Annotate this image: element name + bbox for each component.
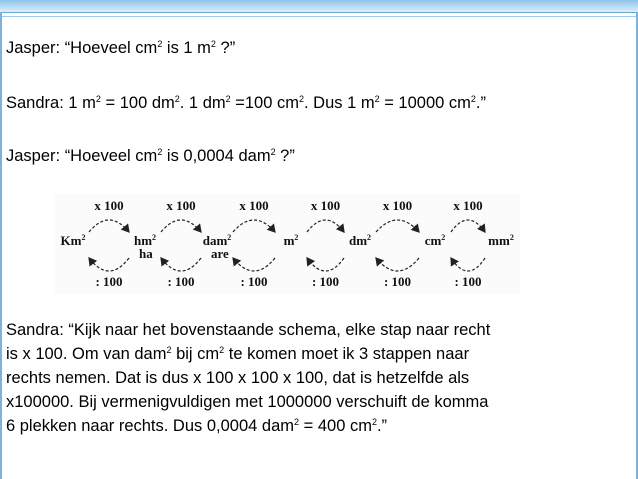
text: is 1 m: [162, 39, 211, 57]
divide-label: : 100: [167, 274, 195, 289]
divide-label: : 100: [95, 274, 123, 289]
divide-arrow: [161, 258, 201, 271]
superscript: 2: [210, 39, 216, 49]
text: te komen moet ik 3 stappen naar: [224, 345, 470, 363]
divide-arrow: [307, 258, 344, 271]
explanation-line-5: [6, 414, 490, 438]
divide-arrow: [376, 258, 419, 271]
divide-arrow: [89, 258, 129, 271]
divide-label: : 100: [240, 274, 268, 289]
explanation-line-3: rechts nemen. Dat is dus x 100 x 100 x 100, dat is hetzelfde als: [6, 369, 470, 387]
superscript: 2: [374, 94, 380, 104]
superscript: 2: [294, 417, 300, 427]
text: ?”: [215, 39, 236, 57]
explanation-line-4: x100000. Bij vermenigvuldigen met 1000000 verschuift de komma: [6, 393, 489, 411]
explanation-line-2: [6, 342, 490, 366]
unit-label: dam$^2$: [202, 233, 232, 248]
superscript: 2: [298, 94, 304, 104]
text: . 1 dm: [179, 94, 226, 112]
unit-label: $m^2$: [283, 233, 299, 248]
header-band: [0, 0, 638, 12]
text: Jasper: “Hoeveel cm: [6, 39, 158, 57]
text: . Dus 1 m: [304, 94, 375, 112]
multiply-arrow: [233, 220, 275, 232]
multiply-label: x 100: [239, 198, 269, 213]
multiply-label: x 100: [310, 198, 341, 213]
multiply-arrow: [307, 220, 344, 232]
superscript: 2: [225, 94, 231, 104]
unit-label: $cm^2$: [424, 233, 446, 248]
superscript: 2: [174, 94, 180, 104]
text: .”: [475, 94, 486, 112]
multiply-arrow: [161, 220, 201, 232]
unit-label: $hm^2$: [133, 233, 157, 248]
text: = 400 cm: [299, 417, 372, 435]
superscript: 2: [270, 147, 276, 157]
divide-label: : 100: [311, 274, 340, 289]
diagram-canvas: [55, 194, 520, 294]
text: .”: [376, 417, 388, 435]
unit-conversion-diagram: [55, 194, 520, 294]
question-jasper-1: [6, 36, 235, 60]
unit-sublabel: ha: [139, 246, 153, 261]
question-jasper-2: [6, 144, 295, 168]
unit-label: Km$^2$: [60, 233, 86, 248]
unit-label: $dm^2$: [348, 233, 372, 248]
multiply-label: x 100: [382, 198, 413, 213]
divide-arrow: [451, 258, 485, 271]
superscript: 2: [470, 94, 476, 104]
unit-label: $mm^2$: [488, 233, 514, 248]
answer-sandra-1: [6, 91, 486, 115]
text: bij cm: [171, 345, 220, 363]
text: 6 plekken naar rechts. Dus 0,0004 dam: [6, 417, 295, 435]
text: = 10000 cm: [379, 94, 471, 112]
multiply-arrow: [376, 220, 419, 232]
divide-label: : 100: [383, 274, 412, 289]
text: is 0,0004 dam: [162, 147, 271, 165]
text: Sandra: 1 m: [6, 94, 96, 112]
multiply-label: x 100: [166, 198, 196, 213]
superscript: 2: [371, 417, 377, 427]
superscript: 2: [157, 147, 163, 157]
superscript: 2: [219, 345, 225, 355]
divide-label: : 100: [454, 274, 482, 289]
multiply-label: x 100: [453, 198, 483, 213]
text: =100 cm: [230, 94, 299, 112]
text: ?”: [275, 147, 295, 165]
text: is x 100. Om van dam: [6, 345, 167, 363]
explanation-sandra: [6, 318, 490, 438]
text: = 100 dm: [100, 94, 175, 112]
unit-sublabel: are: [211, 246, 229, 261]
superscript: 2: [166, 345, 172, 355]
divide-arrow: [233, 258, 275, 271]
multiply-arrow: [89, 220, 129, 232]
text: Jasper: “Hoeveel cm: [6, 147, 158, 165]
superscript: 2: [95, 94, 101, 104]
left-border: [0, 12, 2, 479]
multiply-arrow: [451, 220, 485, 232]
superscript: 2: [157, 39, 163, 49]
multiply-label: x 100: [94, 198, 124, 213]
header-rule: [0, 12, 638, 13]
explanation-line-1: Sandra: “Kijk naar het bovenstaande schema, elke stap naar recht: [6, 321, 491, 339]
header-rule-thin: [0, 16, 638, 17]
